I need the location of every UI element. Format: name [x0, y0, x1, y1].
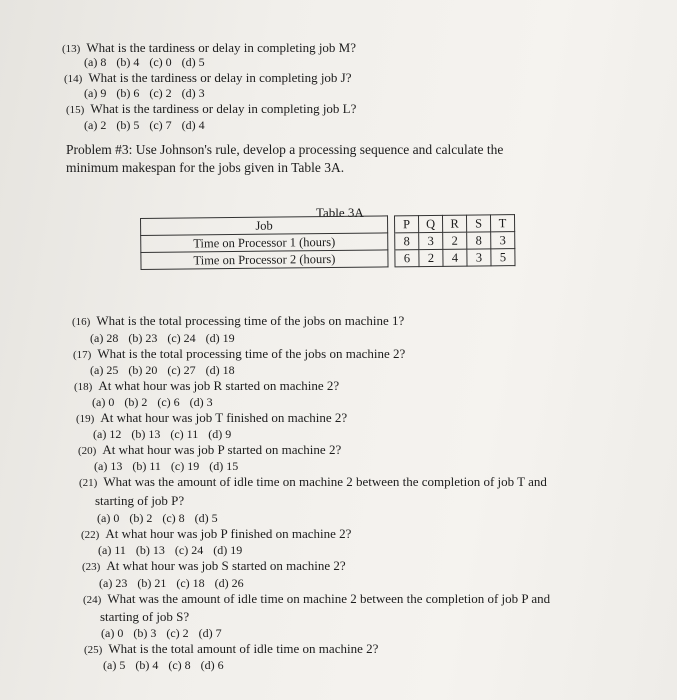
table-cell: 8 [395, 233, 419, 250]
table-cell: Q [418, 215, 442, 232]
question-16-options: (a) 28 (b) 23 (c) 24 (d) 19 [90, 331, 235, 345]
question-17-options: (a) 25 (b) 20 (c) 27 (d) 18 [90, 363, 235, 377]
question-25: (25) What is the total amount of idle time on machine 2? [84, 641, 379, 656]
table-cell: 4 [443, 249, 467, 266]
question-15: (15) What is the tardiness or delay in completing job L? [66, 101, 357, 116]
table-row-label: Time on Processor 1 (hours) [141, 233, 388, 253]
question-15-options: (a) 2 (b) 5 (c) 7 (d) 4 [84, 118, 205, 132]
table-row-label: Job [141, 216, 388, 236]
question-25-options: (a) 5 (b) 4 (c) 8 (d) 6 [103, 658, 224, 672]
question-23: (23) At what hour was job S started on machine 2? [82, 558, 346, 573]
question-18: (18) At what hour was job R started on machine 2? [74, 378, 340, 393]
table-cell: 2 [443, 232, 467, 249]
question-23-options: (a) 23 (b) 21 (c) 18 (d) 26 [99, 576, 244, 590]
question-24: (24) What was the amount of idle time on machine 2 between the completion of job P and [83, 591, 551, 606]
question-14: (14) What is the tardiness or delay in completing job J? [64, 70, 352, 85]
question-16: (16) What is the total processing time of the jobs on machine 1? [72, 313, 405, 328]
question-22: (22) At what hour was job P finished on machine 2? [81, 526, 352, 541]
problem-line-1: Problem #3: Use Johnson's rule, develop a processing sequence and calculate the [66, 142, 504, 157]
question-18-options: (a) 0 (b) 2 (c) 6 (d) 3 [92, 395, 213, 409]
table-cell: R [442, 215, 466, 232]
table-cell: 3 [419, 232, 443, 249]
question-13-options: (a) 8 (b) 4 (c) 0 (d) 5 [84, 55, 205, 69]
jobs-table [140, 214, 516, 270]
table-cell: P [394, 216, 418, 233]
table-cell: S [466, 215, 490, 232]
question-21: (21) What was the amount of idle time on machine 2 between the completion of job T and [79, 474, 547, 489]
table-row-processor-2 [141, 249, 515, 270]
question-13: (13) What is the tardiness or delay in completing job M? [62, 40, 357, 55]
question-22-options: (a) 11 (b) 13 (c) 24 (d) 19 [98, 543, 243, 557]
question-14-options: (a) 9 (b) 6 (c) 2 (d) 3 [84, 86, 205, 100]
problem-line-2: minimum makespan for the jobs given in Table 3A. [66, 160, 345, 175]
question-20: (20) At what hour was job P started on machine 2? [78, 442, 342, 457]
question-20-options: (a) 13 (b) 11 (c) 19 (d) 15 [94, 459, 239, 473]
question-21-options: (a) 0 (b) 2 (c) 8 (d) 5 [97, 511, 218, 525]
question-21-continued: starting of job P? [95, 493, 185, 508]
table-cell: 3 [467, 249, 491, 266]
problem-statement [66, 141, 503, 177]
table-cell: 3 [491, 232, 515, 249]
question-19-options: (a) 12 (b) 13 (c) 11 (d) 9 [93, 427, 232, 441]
table-cell: 6 [395, 250, 419, 267]
table-cell: T [490, 215, 514, 232]
table-cell: 8 [467, 232, 491, 249]
question-24-options: (a) 0 (b) 3 (c) 2 (d) 7 [101, 626, 222, 640]
table-cell: 2 [419, 249, 443, 266]
table-caption: Table 3A [316, 205, 364, 220]
table-row-label: Time on Processor 2 (hours) [141, 250, 388, 270]
question-19: (19) At what hour was job T finished on machine 2? [76, 410, 348, 425]
question-24-continued: starting of job S? [100, 609, 190, 624]
question-17: (17) What is the total processing time of the jobs on machine 2? [73, 346, 406, 361]
table-cell: 5 [491, 249, 515, 266]
